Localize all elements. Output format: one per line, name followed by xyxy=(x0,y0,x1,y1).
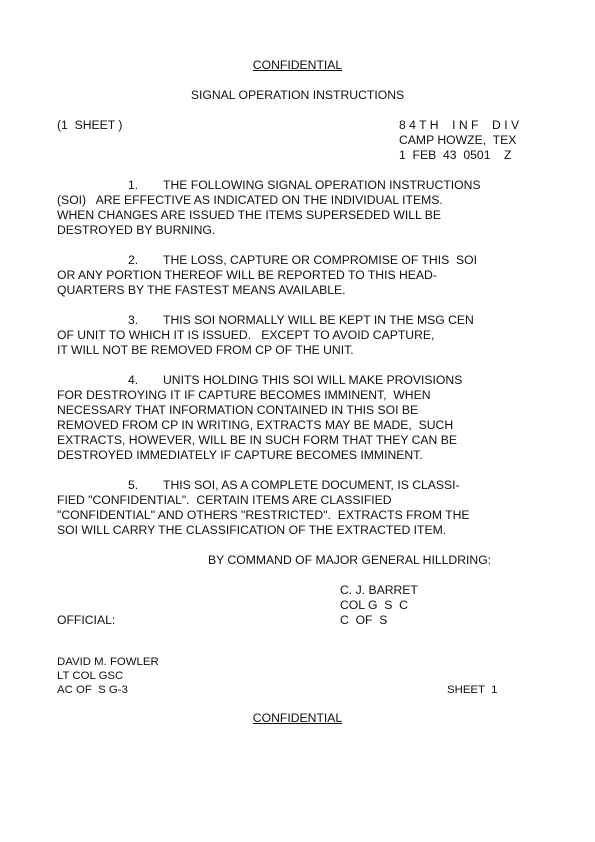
location: CAMP HOWZE, TEX xyxy=(399,133,517,147)
signatory-rank: COL G S C xyxy=(340,598,408,612)
paragraph-1 xyxy=(57,178,527,238)
classification-footer: CONFIDENTIAL xyxy=(252,711,343,725)
official-label: OFFICIAL: xyxy=(57,613,116,627)
official-position: AC OF S G-3 xyxy=(57,684,128,696)
paragraph-line: "CONFIDENTIAL" AND OTHERS "RESTRICTED". EXTRACTS FROM THE xyxy=(57,508,470,522)
paragraph-line: DESTROYED IMMEDIATELY IF CAPTURE BECOMES IMMINENT. xyxy=(57,448,423,462)
classification-header: CONFIDENTIAL xyxy=(252,58,343,72)
paragraph-line: FOR DESTROYING IT IF CAPTURE BECOMES IMMINENT, WHEN xyxy=(57,388,431,402)
paragraph-line: 3. THIS SOI NORMALLY WILL BE KEPT IN THE MSG CEN xyxy=(128,313,474,327)
signatory-name: C. J. BARRET xyxy=(340,583,418,597)
paragraph-5 xyxy=(57,478,527,538)
unit-designation: 8 4 T H I N F D I V xyxy=(399,118,520,132)
document-title: SIGNAL OPERATION INSTRUCTIONS xyxy=(190,88,405,102)
sheet-number: SHEET 1 xyxy=(447,684,498,696)
paragraph-number: 1. xyxy=(128,178,139,192)
paragraph-line: SOI WILL CARRY THE CLASSIFICATION OF THE EXTRACTED ITEM. xyxy=(57,523,447,537)
paragraph-number: 2. xyxy=(128,253,139,267)
paragraph-line: REMOVED FROM CP IN WRITING, EXTRACTS MAY BE MADE, SUCH xyxy=(57,418,454,432)
paragraph-line: (SOI) ARE EFFECTIVE AS INDICATED ON THE INDIVIDUAL ITEMS. xyxy=(57,193,443,207)
paragraph-line: NECESSARY THAT INFORMATION CONTAINED IN THIS SOI BE xyxy=(57,403,419,417)
signatory-position: C OF S xyxy=(340,613,388,627)
official-rank: LT COL GSC xyxy=(57,670,124,682)
paragraph-number: 5. xyxy=(128,478,139,492)
paragraph-line: EXTRACTS, HOWEVER, WILL BE IN SUCH FORM THAT THEY CAN BE xyxy=(57,433,457,447)
paragraph-2 xyxy=(57,253,527,298)
paragraph-number: 3. xyxy=(128,313,139,327)
paragraph-line: OR ANY PORTION THEREOF WILL BE REPORTED TO THIS HEAD- xyxy=(57,268,437,282)
paragraph-line: 2. THE LOSS, CAPTURE OR COMPROMISE OF THIS SOI xyxy=(128,253,477,267)
paragraph-4 xyxy=(57,373,527,463)
paragraph-line: 1. THE FOLLOWING SIGNAL OPERATION INSTRUCTIONS xyxy=(128,178,481,192)
paragraph-number: 4. xyxy=(128,373,139,387)
paragraph-line: WHEN CHANGES ARE ISSUED THE ITEMS SUPERSEDED WILL BE xyxy=(57,208,441,222)
paragraph-line: OF UNIT TO WHICH IT IS ISSUED. EXCEPT TO AVOID CAPTURE, xyxy=(57,328,435,342)
paragraph-line: 5. THIS SOI, AS A COMPLETE DOCUMENT, IS CLASSI- xyxy=(128,478,460,492)
paragraph-line: QUARTERS BY THE FASTEST MEANS AVAILABLE. xyxy=(57,283,346,297)
command-line: BY COMMAND OF MAJOR GENERAL HILLDRING: xyxy=(208,553,492,567)
date-time-group: 1 FEB 43 0501 Z xyxy=(399,148,512,162)
paragraph-line: IT WILL NOT BE REMOVED FROM CP OF THE UNIT. xyxy=(57,343,354,357)
paragraph-line: FIED "CONFIDENTIAL". CERTAIN ITEMS ARE CLASSIFIED xyxy=(57,493,392,507)
paragraph-line: 4. UNITS HOLDING THIS SOI WILL MAKE PROVISIONS xyxy=(128,373,463,387)
official-name: DAVID M. FOWLER xyxy=(57,656,159,668)
sheet-count-label: (1 SHEET ) xyxy=(57,118,123,132)
paragraph-3 xyxy=(57,313,527,358)
paragraph-line: DESTROYED BY BURNING. xyxy=(57,223,216,237)
